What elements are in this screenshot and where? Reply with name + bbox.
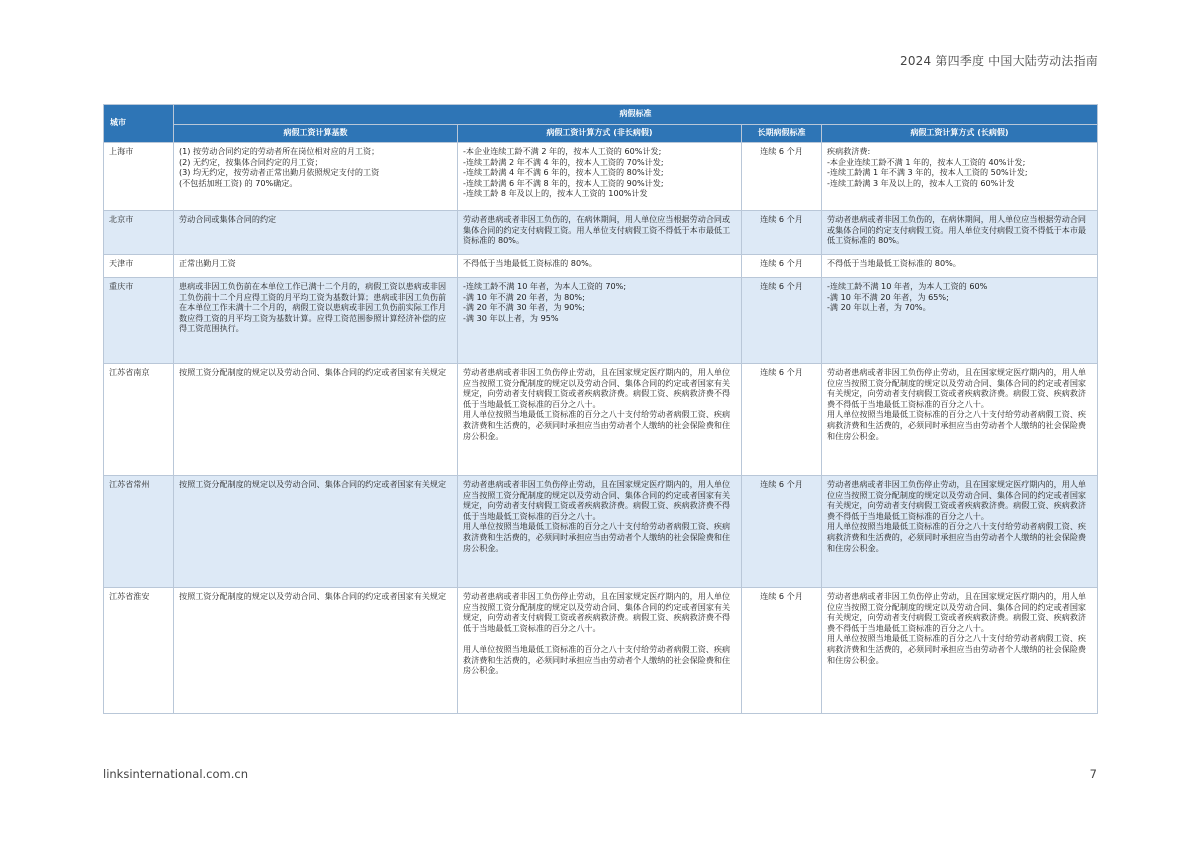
- short-term-cell-line: [463, 633, 736, 644]
- base-cell-line: 按照工资分配制度的规定以及劳动合同、集体合同的约定或者国家有关规定: [179, 367, 447, 377]
- base-cell: [174, 364, 458, 476]
- base-cell: [174, 211, 458, 255]
- city-cell: 北京市: [104, 211, 174, 255]
- short-term-cell-line: -连续工龄满 2 年不满 4 年的，按本人工资的 70%计发;: [463, 156, 664, 167]
- base-cell-line: 患病或非因工负伤前在本单位工作已满十二个月的，病假工资以患病或非因工负伤前十二个月应得工资的月平均工资为基数计算；患病或非因工负伤前在本单位工作未满十二个月的，病假工资以患病或非因工负伤前实际工作月数应得工资的月平均工资为基数计算。应得工资范围参照计算经济补偿的应得工资范围执行。: [179, 281, 447, 334]
- header-base: 病假工资计算基数: [174, 125, 458, 143]
- long-term-cell-line: -满 20 年以上者，为 70%。: [827, 302, 931, 313]
- header-short-term: 病假工资计算方式 (非长病假): [458, 125, 742, 143]
- short-term-cell-line: -连续工龄不满 10 年者，为本人工资的 70%;: [463, 281, 627, 291]
- short-term-cell-line: 劳动者患病或者非因工负伤停止劳动，且在国家规定医疗期内的，用人单位应当按照工资分配制度的规定以及劳动合同、集体合同的约定或者国家有关规定，向劳动者支付病假工资或者疾病救济费。病假工资、疾病救济费不得低于当地最低工资标准的百分之八十。: [463, 367, 731, 409]
- sick-leave-table: [103, 104, 1098, 714]
- short-term-cell-line: 劳动者患病或者非因工负伤的，在病休期间，用人单位应当根据劳动合同或集体合同的约定支付病假工资。用人单位支付病假工资不得低于本市最低工资标准的 80%。: [463, 214, 731, 246]
- table-row: [104, 143, 1098, 211]
- long-term-standard-cell: 连续 6 个月: [742, 211, 822, 255]
- header-long-term: 病假工资计算方式 (长病假): [822, 125, 1098, 143]
- city-cell: 江苏省南京: [104, 364, 174, 476]
- base-cell-line: 按照工资分配制度的规定以及劳动合同、集体合同的约定或者国家有关规定: [179, 591, 447, 601]
- base-cell: [174, 476, 458, 588]
- short-term-cell-line: 用人单位按照当地最低工资标准的百分之八十支付给劳动者病假工资、疾病救济费和生活费的，必须同时承担应当由劳动者个人缴纳的社会保险费和住房公积金。: [463, 521, 731, 553]
- short-term-cell: [458, 588, 742, 714]
- base-cell-line: (1) 按劳动合同约定的劳动者所在岗位相对应的月工资；: [179, 146, 380, 156]
- short-term-cell-line: -满 20 年不满 30 年者，为 90%;: [463, 302, 585, 313]
- base-cell: [174, 278, 458, 364]
- long-term-cell-line: 疾病救济费:: [827, 146, 871, 156]
- city-cell: 上海市: [104, 143, 174, 211]
- long-term-cell-line: 劳动者患病或者非因工负伤的，在病休期间，用人单位应当根据劳动合同或集体合同的约定支付病假工资。用人单位支付病假工资不得低于本市最低工资标准的 80%。: [827, 214, 1087, 246]
- table-row: [104, 476, 1098, 588]
- long-term-cell-line: -满 10 年不满 20 年者，为 65%;: [827, 291, 949, 302]
- long-term-cell: [822, 364, 1098, 476]
- short-term-cell-line: -本企业连续工龄不满 2 年的，按本人工资的 60%计发;: [463, 146, 662, 156]
- short-term-cell-line: 劳动者患病或者非因工负伤停止劳动，且在国家规定医疗期内的，用人单位应当按照工资分配制度的规定以及劳动合同、集体合同的约定或者国家有关规定，向劳动者支付病假工资或者疾病救济费。病假工资、疾病救济费不得低于当地最低工资标准的百分之八十。: [463, 479, 731, 521]
- header-group-sick-leave: 病假标准: [174, 105, 1098, 125]
- short-term-cell: [458, 278, 742, 364]
- base-cell-line: 劳动合同或集体合同的约定: [179, 214, 277, 224]
- table-row: [104, 588, 1098, 714]
- short-term-cell-line: -连续工龄满 6 年不满 8 年的，按本人工资的 90%计发;: [463, 177, 664, 188]
- long-term-cell: [822, 476, 1098, 588]
- long-term-cell-line: 不得低于当地最低工资标准的 80%。: [827, 258, 961, 268]
- short-term-cell: [458, 255, 742, 278]
- short-term-cell-line: -连续工龄满 4 年不满 6 年的，按本人工资的 80%计发;: [463, 167, 664, 178]
- long-term-standard-cell: 连续 6 个月: [742, 143, 822, 211]
- table-row: [104, 211, 1098, 255]
- long-term-cell-line: 劳动者患病或者非因工负伤停止劳动，且在国家规定医疗期内的，用人单位应当按照工资分配制度的规定以及劳动合同、集体合同的约定或者国家有关规定，向劳动者支付病假工资或者疾病救济费。病假工资、疾病救济费不得低于当地最低工资标准的百分之八十。: [827, 591, 1087, 633]
- short-term-cell: [458, 143, 742, 211]
- long-term-cell-line: -连续工龄满 1 年不满 3 年的，按本人工资的 50%计发;: [827, 167, 1028, 178]
- short-term-cell-line: 不得低于当地最低工资标准的 80%。: [463, 258, 597, 268]
- city-cell: 江苏省常州: [104, 476, 174, 588]
- base-cell-line: 按照工资分配制度的规定以及劳动合同、集体合同的约定或者国家有关规定: [179, 479, 447, 489]
- short-term-cell-line: -满 30 年以上者，为 95%: [463, 312, 559, 323]
- long-term-cell-line: 劳动者患病或者非因工负伤停止劳动，且在国家规定医疗期内的，用人单位应当按照工资分配制度的规定以及劳动合同、集体合同的约定或者国家有关规定，向劳动者支付病假工资或者疾病救济费。病假工资、疾病救济费不得低于当地最低工资标准的百分之八十。: [827, 367, 1087, 409]
- city-cell: 江苏省淮安: [104, 588, 174, 714]
- short-term-cell: [458, 211, 742, 255]
- long-term-standard-cell: 连续 6 个月: [742, 255, 822, 278]
- base-cell: [174, 255, 458, 278]
- long-term-cell: [822, 255, 1098, 278]
- long-term-standard-cell: 连续 6 个月: [742, 364, 822, 476]
- short-term-cell-line: 用人单位按照当地最低工资标准的百分之八十支付给劳动者病假工资、疾病救济费和生活费的，必须同时承担应当由劳动者个人缴纳的社会保险费和住房公积金。: [463, 643, 731, 676]
- table-row: [104, 278, 1098, 364]
- base-cell: [174, 588, 458, 714]
- footer-site: linksinternational.com.cn: [103, 767, 249, 781]
- page-number: 7: [1089, 767, 1097, 781]
- long-term-cell: [822, 143, 1098, 211]
- table-row: [104, 364, 1098, 476]
- base-cell-line: (不包括加班工资) 的 70%确定。: [179, 177, 298, 188]
- short-term-cell: [458, 476, 742, 588]
- short-term-cell: [458, 364, 742, 476]
- short-term-cell-line: -满 10 年不满 20 年者，为 80%;: [463, 291, 585, 302]
- base-cell: [174, 143, 458, 211]
- page-header-title: 2024 第四季度 中国大陆劳动法指南: [900, 54, 1098, 68]
- header-long-term-standard: 长期病假标准: [742, 125, 822, 143]
- long-term-standard-cell: 连续 6 个月: [742, 476, 822, 588]
- long-term-standard-cell: 连续 6 个月: [742, 588, 822, 714]
- base-cell-line: (3) 均无约定，按劳动者正常出勤月依照规定支付的工资: [179, 167, 380, 178]
- short-term-cell-line: -连续工龄 8 年及以上的，按本人工资的 100%计发: [463, 188, 648, 199]
- long-term-cell-line: -本企业连续工龄不满 1 年的，按本人工资的 40%计发;: [827, 156, 1026, 167]
- short-term-cell-line: 用人单位按照当地最低工资标准的百分之八十支付给劳动者病假工资、疾病救济费和生活费的，必须同时承担应当由劳动者个人缴纳的社会保险费和住房公积金。: [463, 409, 731, 441]
- base-cell-line: (2) 无约定，按集体合同约定的月工资；: [179, 156, 323, 167]
- long-term-cell-line: -连续工龄不满 10 年者，为本人工资的 60%: [827, 281, 988, 291]
- table-body: [104, 143, 1098, 714]
- base-cell-line: 正常出勤月工资: [179, 258, 236, 268]
- long-term-cell-line: 用人单位按照当地最低工资标准的百分之八十支付给劳动者病假工资、疾病救济费和生活费的，必须同时承担应当由劳动者个人缴纳的社会保险费和住房公积金。: [827, 521, 1087, 553]
- long-term-cell: [822, 588, 1098, 714]
- long-term-cell-line: 用人单位按照当地最低工资标准的百分之八十支付给劳动者病假工资、疾病救济费和生活费的，必须同时承担应当由劳动者个人缴纳的社会保险费和住房公积金。: [827, 409, 1087, 441]
- short-term-cell-line: 劳动者患病或者非因工负伤停止劳动，且在国家规定医疗期内的，用人单位应当按照工资分配制度的规定以及劳动合同、集体合同的约定或者国家有关规定，向劳动者支付病假工资或者疾病救济费。病假工资、疾病救济费不得低于当地最低工资标准的百分之八十。: [463, 591, 731, 633]
- long-term-cell-line: 用人单位按照当地最低工资标准的百分之八十支付给劳动者病假工资、疾病救济费和生活费的，必须同时承担应当由劳动者个人缴纳的社会保险费和住房公积金。: [827, 633, 1087, 665]
- city-cell: 重庆市: [104, 278, 174, 364]
- long-term-cell: [822, 278, 1098, 364]
- header-city: 城市: [104, 105, 174, 143]
- long-term-cell-line: -连续工龄满 3 年及以上的，按本人工资的 60%计发: [827, 177, 1015, 188]
- long-term-standard-cell: 连续 6 个月: [742, 278, 822, 364]
- long-term-cell-line: 劳动者患病或者非因工负伤停止劳动，且在国家规定医疗期内的，用人单位应当按照工资分配制度的规定以及劳动合同、集体合同的约定或者国家有关规定，向劳动者支付病假工资或者疾病救济费。病假工资、疾病救济费不得低于当地最低工资标准的百分之八十。: [827, 479, 1087, 521]
- table-row: [104, 255, 1098, 278]
- city-cell: 天津市: [104, 255, 174, 278]
- long-term-cell: [822, 211, 1098, 255]
